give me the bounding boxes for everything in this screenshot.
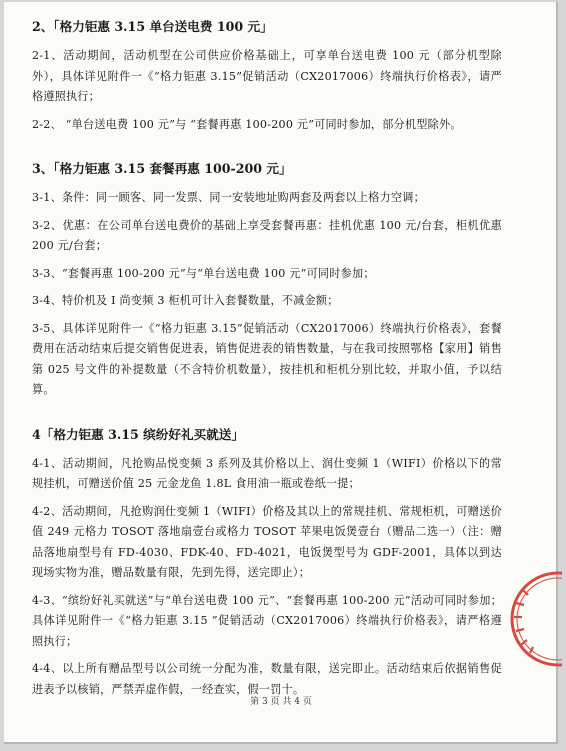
paragraph-4-3: 4-3、“缤纷好礼买就送”与“单台送电费 100 元”、“套餐再惠 100-200 元”活动可同时参加；具体详见附件一《“格力钜惠 3.15 ”促销活动（CX2017006）终端执行价格表》，请严格遵照执行； <box>32 593 502 648</box>
section-heading-4: 4「格力钜惠 3.15 缤纷好礼买就送」 <box>32 426 244 442</box>
red-seal-stamp <box>500 567 562 671</box>
paragraph-3-1: 3-1、条件：同一顾客、同一发票、同一安装地址购两套及两套以上格力空调； <box>32 191 425 204</box>
document-page <box>4 2 558 744</box>
section-heading-3: 3、「格力钜惠 3.15 套餐再惠 100-200 元」 <box>32 161 292 176</box>
page-number-footer: 第 3 页 共 4 页 <box>250 697 312 707</box>
paragraph-3-4: 3-4、特价机及 I 尚变频 3 柜机可计入套餐数量，不减金额； <box>32 294 339 307</box>
section-spacer <box>32 142 502 160</box>
section-heading-2: 2、「格力钜惠 3.15 单台送电费 100 元」 <box>32 19 273 34</box>
paragraph-2-2: 2-2、 “单台送电费 100 元”与 “套餐再惠 100-200 元”可同时参加，部分机型除外。 <box>32 117 462 131</box>
section-spacer <box>32 408 502 426</box>
paragraph-3-5: 3-5、具体详见附件一《“格力钜惠 3.15”促销活动（CX2017006）终端执行价格表》，套餐费用在活动结束后提交销售促进表，销售促进表的销售数量，与在我司按照鄂格【家用】销售第 025 号文件的补提数量（不含特价机数量），按挂机和柜机分别比较，并取小值，予以结算。 <box>32 321 502 396</box>
paragraph-4-1: 4-1、活动期间，凡抢购品悦变频 3 系列及其价格以上、润仕变频 1（WIFI）价格以下的常规挂机，可赠送价值 25 元金龙鱼 1.8L 食用油一瓶或卷纸一提； <box>32 456 502 490</box>
document-body <box>32 18 502 707</box>
paragraph-4-2: 4-2、活动期间，凡抢购润仕变频 1（WIFI）价格及其以上的常规挂机、常规柜机，可赠送价值 249 元格力 TOSOT 落地扇壹台或格力 TOSOT 苹果电饭煲壹台（赠品二选一）（注：赠品落地扇型号有 FD-4030、FDK-40、FD-4021，电饭煲型号为 GDF-2001，具体以到达现场实物为准，赠品数量有限，先到先得，送完即止）； <box>32 504 502 579</box>
paragraph-4-4: 4-4、以上所有赠品型号以公司统一分配为准，数量有限，送完即止。活动结束后依据销售促进表予以核销，严禁弄虚作假，一经查实，假一罚十。 <box>32 662 502 696</box>
paragraph-2-1: 2-1、活动期间，活动机型在公司供应价格基础上，可享单台送电费 100 元（部分机型除外），具体详见附件一《“格力钜惠 3.15”促销活动（CX2017006）终端执行价格表》，请严格遵照执行； <box>32 49 502 103</box>
paragraph-3-3: 3-3、“套餐再惠 100-200 元”与“单台送电费 100 元”可同时参加； <box>32 266 375 280</box>
paragraph-3-2: 3-2、优惠：在公司单台送电费价的基础上享受套餐再惠：挂机优惠 100 元/台套，柜机优惠 200 元/台套； <box>32 218 502 252</box>
